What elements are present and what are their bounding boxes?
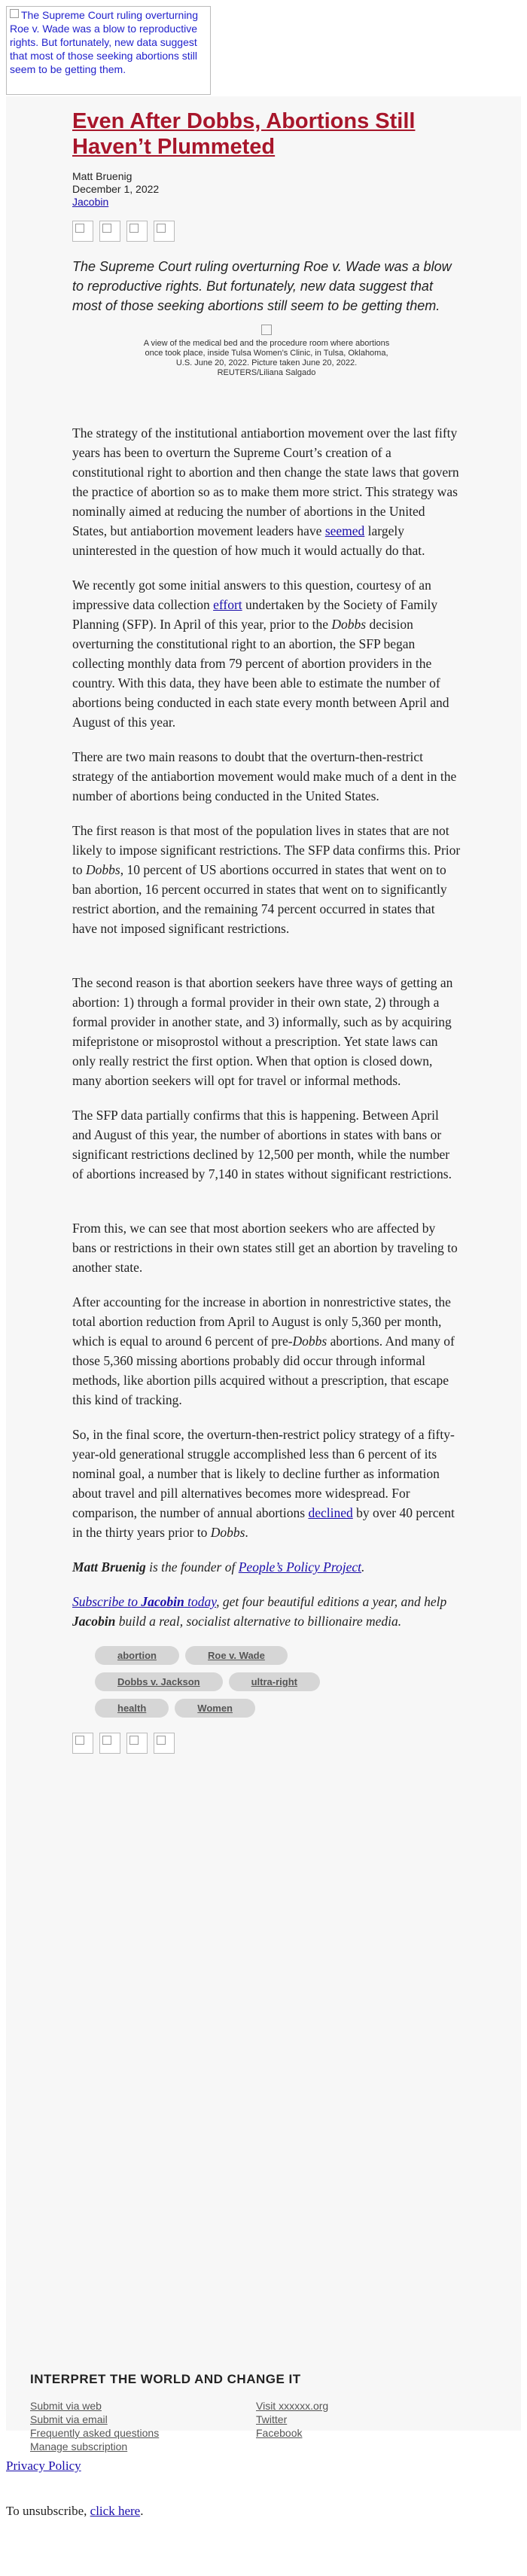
paragraph-6: The SFP data partially confirms that this is happening. Between April and August of this year, the number of abortions in states with bans or significant restrictions declined by 12,500 per month, while the number of abortions increased by 7,140 in states without significant restrictions. bbox=[72, 1108, 452, 1181]
share-facebook-icon[interactable] bbox=[72, 1733, 93, 1754]
submit-web-link[interactable]: Submit via web bbox=[30, 2400, 102, 2412]
article-body bbox=[72, 423, 461, 1542]
footer-left-links bbox=[30, 2399, 256, 2453]
tag-ultra-right[interactable]: ultra-right bbox=[229, 1672, 320, 1691]
broken-image-icon bbox=[10, 9, 19, 18]
manage-subscription-link[interactable]: Manage subscription bbox=[30, 2440, 128, 2453]
tag-abortion[interactable]: abortion bbox=[95, 1646, 179, 1665]
paragraph-2: We recently got some initial answers to this question, courtesy of an impressive data collection effort undertaken by the Society of Family Planning (SFP). In April of this year, prior to the Dobbs decision overturning the constitutional right to an abortion, the SFP began collecting monthly data from 79 percent of abortion providers in the country. With this data, they have been able to estimate the number of abortions being conducted in each state every month between April and August of this year. bbox=[72, 578, 449, 730]
seemed-link[interactable]: seemed bbox=[324, 523, 365, 538]
unsubscribe-link[interactable]: click here bbox=[90, 2504, 141, 2518]
share-twitter-icon[interactable] bbox=[99, 1733, 120, 1754]
paragraph-7: From this, we can see that most abortion seekers who are affected by bans or restrictions in their own states still get an abortion by traveling to another state. bbox=[72, 1221, 458, 1275]
hero-image-link[interactable] bbox=[6, 6, 211, 95]
footer-right-links bbox=[256, 2399, 482, 2453]
author-bio: Matt Bruenig is the founder of People’s Policy Project. bbox=[72, 1559, 365, 1575]
subscribe-promo: Subscribe to Jacobin today, get four beautiful editions a year, and help Jacobin build a real, socialist alternative to billionaire media. bbox=[72, 1594, 447, 1629]
paragraph-1: The strategy of the institutional antiabortion movement over the last fifty years has been to overturn the Supreme Court’s creation of a constitutional right to abortion and then change the state laws that govern the practice of abortion so as to make them more strict. This strategy was nominally aimed at reducing the number of abortions in the United States, but antiabortion movement leaders have seemed largely uninterested in the question of how much it would actually do that. bbox=[72, 425, 459, 558]
tag-dobbs-v-jackson[interactable]: Dobbs v. Jackson bbox=[95, 1672, 223, 1691]
share-icons-bottom bbox=[72, 1733, 461, 1754]
share-facebook-icon[interactable] bbox=[72, 221, 93, 242]
newsletter-footer bbox=[30, 2372, 482, 2453]
author-name: Matt Bruenig bbox=[72, 170, 133, 182]
tag-women[interactable]: Women bbox=[175, 1699, 255, 1718]
paragraph-5: The second reason is that abortion seekers have three ways of getting an abortion: 1) through a formal provider in their own state, 2) through a formal provider in another state, and 3) informally, such as by acquiring mifepristone or misoprostol without a prescription. Yet state laws can only really restrict the first option. When that option is closed down, many abortion seekers will opt for travel or informal methods. bbox=[72, 975, 453, 1088]
faq-link[interactable]: Frequently asked questions bbox=[30, 2427, 160, 2439]
footer-heading: INTERPRET THE WORLD AND CHANGE IT bbox=[30, 2372, 301, 2386]
subscribe-link[interactable]: Subscribe to Jacobin today bbox=[72, 1594, 217, 1609]
peoples-policy-project-link[interactable]: People’s Policy Project bbox=[238, 1559, 362, 1575]
declined-link[interactable]: declined bbox=[308, 1505, 353, 1520]
effort-link[interactable]: effort bbox=[213, 597, 242, 612]
article-figure bbox=[72, 325, 461, 378]
article-dek: The Supreme Court ruling overturning Roe v. Wade was a blow to reproductive rights. But fortunately, new data suggest that most of those seeking abortions still seem to be getting them. bbox=[72, 259, 452, 313]
visit-site-link[interactable]: Visit xxxxxx.org bbox=[256, 2400, 329, 2412]
paragraph-3: There are two main reasons to doubt that the overturn-then-restrict strategy of the antiabortion movement would make much of a dent in the number of abortions being conducted in the United States. bbox=[72, 749, 457, 803]
unsubscribe-line: To unsubscribe, click here. bbox=[6, 2504, 144, 2518]
tag-roe-v-wade[interactable]: Roe v. Wade bbox=[185, 1646, 288, 1665]
share-email-icon[interactable] bbox=[126, 221, 148, 242]
submit-email-link[interactable]: Submit via email bbox=[30, 2413, 108, 2425]
twitter-link[interactable]: Twitter bbox=[256, 2413, 288, 2425]
paragraph-4: The first reason is that most of the population lives in states that are not likely to impose significant restrictions. The SFP data confirms this. Prior to Dobbs, 10 percent of US abortions occurred in states that went on to ban abortion, 16 percent occurred in states that went on to significantly restrict abortion, and the remaining 74 percent occurred in states that have not imposed significant restrictions. bbox=[72, 823, 461, 936]
share-icons-top bbox=[72, 221, 461, 242]
bio-author-name: Matt Bruenig bbox=[72, 1559, 146, 1575]
broken-image-icon bbox=[261, 325, 272, 335]
tag-health[interactable]: health bbox=[95, 1699, 169, 1718]
publication-link[interactable]: Jacobin bbox=[72, 196, 109, 208]
image-caption: A view of the medical bed and the procedure room where abortions once took place, inside Tulsa Women’s Clinic, in Tulsa, Oklahoma, U.S. June 20, 2022. Picture taken June 20, 2022. REUTERS/Liliana Salgado bbox=[143, 339, 390, 377]
share-link-icon[interactable] bbox=[154, 221, 175, 242]
paragraph-8: After accounting for the increase in abortion in nonrestrictive states, the total abortion reduction from April to August is only 5,360 per month, which is equal to around 6 percent of pre-Dobbs abortions. And many of those 5,360 missing abortions probably did occur through informal methods, like abortion pills acquired without a prescription, that escape this kind of tracking. bbox=[72, 1294, 455, 1407]
share-twitter-icon[interactable] bbox=[99, 221, 120, 242]
facebook-link[interactable]: Facebook bbox=[256, 2427, 303, 2439]
privacy-policy-link[interactable]: Privacy Policy bbox=[6, 2459, 81, 2473]
article-card bbox=[6, 96, 521, 2431]
tag-list bbox=[95, 1646, 381, 1718]
share-link-icon[interactable] bbox=[154, 1733, 175, 1754]
paragraph-9: So, in the final score, the overturn-then-restrict policy strategy of a fifty-year-old generational struggle accomplished less than 6 percent of its nominal goal, a number that is likely to decline further as information about travel and pill alternatives becomes more widespread. For comparison, the number of annual abortions declined by over 40 percent in the thirty years prior to Dobbs. bbox=[72, 1427, 455, 1540]
hero-image-alt: The Supreme Court ruling overturning Roe v. Wade was a blow to reproductive rights. But fortunately, new data suggest that most of those seeking abortions still seem to be getting them. bbox=[10, 9, 199, 75]
article-meta bbox=[72, 170, 461, 209]
publish-date: December 1, 2022 bbox=[72, 183, 160, 195]
share-email-icon[interactable] bbox=[126, 1733, 148, 1754]
article-content bbox=[72, 108, 461, 1754]
article-title[interactable]: Even After Dobbs, Abortions Still Haven’t Plummeted bbox=[72, 109, 416, 159]
